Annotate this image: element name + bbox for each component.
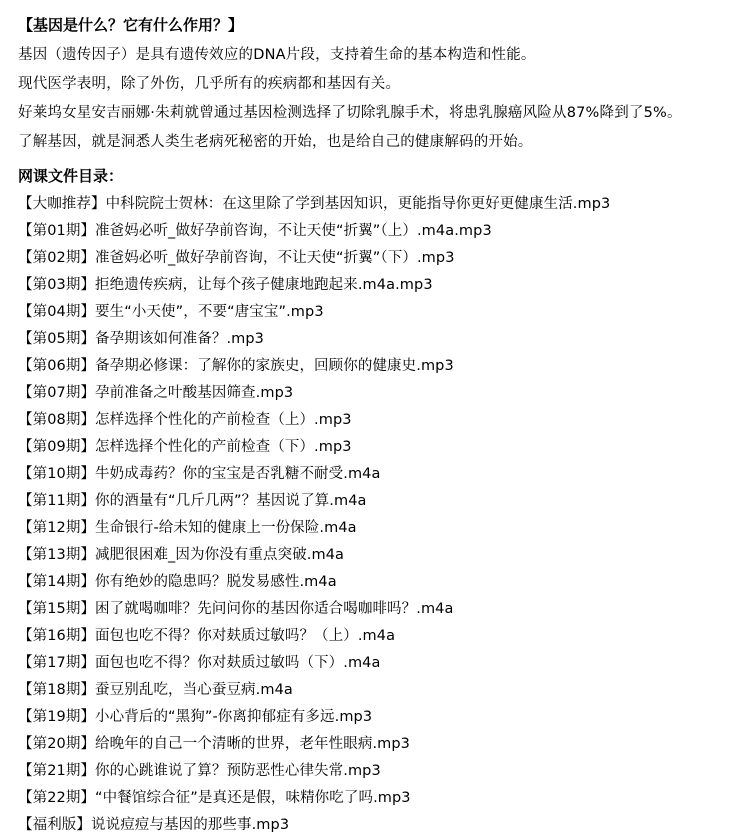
- list-item: 【第16期】面包也吃不得？你对麸质过敏吗？（上）.m4a: [18, 628, 396, 644]
- list-item: 【第20期】给晚年的自己一个清晰的世界，老年性眼病.mp3: [18, 736, 411, 752]
- list-item: 【大咖推荐】中科院院士贺林：在这里除了学到基因知识，更能指导你更好更健康生活.mp3: [18, 196, 611, 212]
- list-item: 【第18期】蚕豆别乱吃，当心蚕豆病.m4a: [18, 682, 293, 698]
- intro-paragraph-4: 了解基因，就是洞悉人类生老病死秘密的开始，也是给自己的健康解码的开始。: [18, 134, 533, 150]
- intro-paragraph-1: 基因（遗传因子）是具有遗传效应的DNA片段，支持着生命的基本构造和性能。: [18, 47, 536, 63]
- list-item: 【第08期】怎样选择个性化的产前检查（上）.mp3: [18, 412, 352, 428]
- list-item: 【第22期】“中餐馆综合征”是真还是假，味精你吃了吗.mp3: [18, 790, 411, 806]
- list-item: 【第01期】准爸妈必听_做好孕前咨询，不让天使“折翼”（上）.m4a.mp3: [18, 223, 492, 239]
- list-item: 【第12期】生命银行-给未知的健康上一份保险.m4a: [18, 520, 357, 536]
- list-item: 【第17期】面包也吃不得？你对麸质过敏吗（下）.m4a: [18, 655, 381, 671]
- list-item: 【第04期】要生“小天使”，不要“唐宝宝”.mp3: [18, 304, 324, 320]
- intro-paragraph-3: 好莱坞女星安吉丽娜·朱莉就曾通过基因检测选择了切除乳腺手术，将患乳腺癌风险从87%降到了5%。: [18, 105, 682, 121]
- list-item: 【第05期】备孕期该如何准备？.mp3: [18, 331, 265, 347]
- list-item: 【福利版】说说痘痘与基因的那些事.mp3: [18, 817, 290, 833]
- list-item: 【第19期】小心背后的“黑狗”-你离抑郁症有多远.mp3: [18, 709, 373, 725]
- list-item: 【第15期】困了就喝咖啡？先问问你的基因你适合喝咖啡吗？.m4a: [18, 601, 454, 617]
- list-item: 【第11期】你的酒量有“几斤几两”？基因说了算.m4a: [18, 493, 367, 509]
- list-item: 【第09期】怎样选择个性化的产前检查（下）.mp3: [18, 439, 352, 455]
- list-item: 【第02期】准爸妈必听_做好孕前咨询，不让天使“折翼”（下）.mp3: [18, 250, 455, 266]
- page-title: 【基因是什么？它有什么作用？】: [18, 16, 244, 34]
- file-list: [18, 193, 732, 837]
- list-item: 【第14期】你有绝妙的隐患吗？脱发易感性.m4a: [18, 574, 337, 590]
- intro-paragraph-2: 现代医学表明，除了外伤，几乎所有的疾病都和基因有关。: [18, 76, 401, 92]
- list-item: 【第07期】孕前准备之叶酸基因筛查.mp3: [18, 385, 294, 401]
- list-item: 【第03期】拒绝遗传疾病，让每个孩子健康地跑起来.m4a.mp3: [18, 277, 433, 293]
- list-item: 【第13期】减肥很困难_因为你没有重点突破.m4a: [18, 547, 345, 563]
- section-title-file-list: 网课文件目录：: [18, 167, 124, 185]
- list-item: 【第21期】你的心跳谁说了算？预防恶性心律失常.mp3: [18, 763, 381, 779]
- list-item: 【第10期】牛奶成毒药？你的宝宝是否乳糖不耐受.m4a: [18, 466, 381, 482]
- list-item: 【第06期】备孕期必修课：了解你的家族史，回顾你的健康史.mp3: [18, 358, 454, 374]
